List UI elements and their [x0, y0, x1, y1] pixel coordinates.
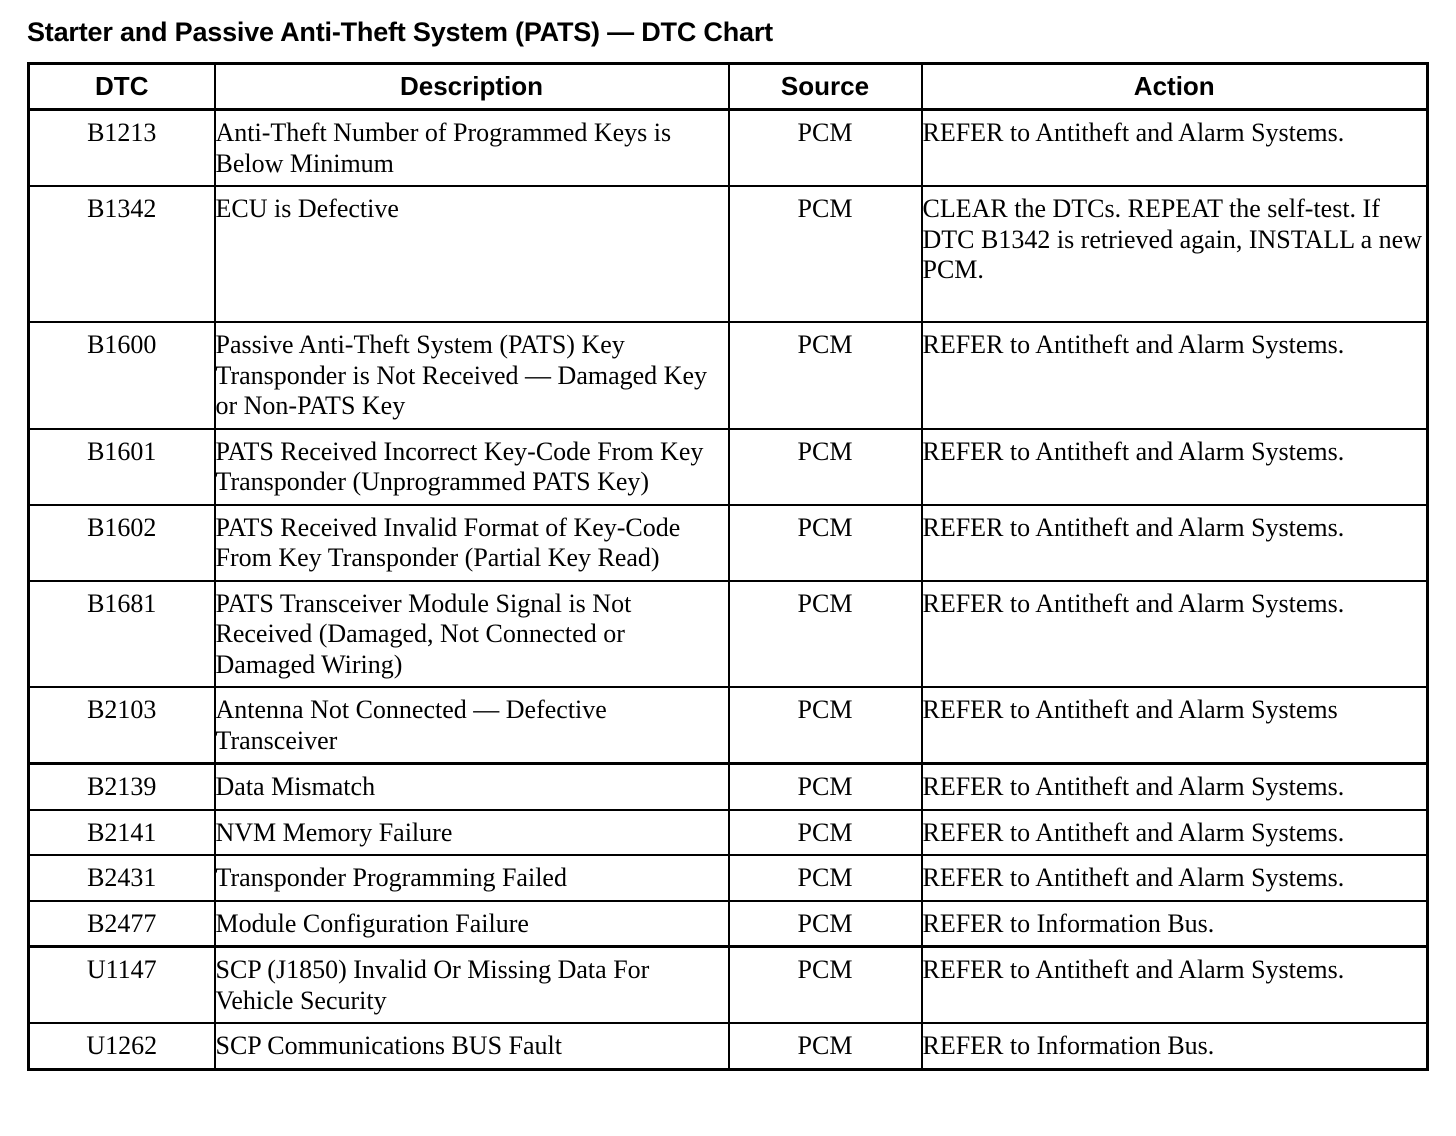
dtc-source: PCM	[729, 322, 922, 429]
dtc-action: REFER to Antitheft and Alarm Systems.	[922, 429, 1428, 505]
dtc-source: PCM	[729, 581, 922, 688]
dtc-code: B1600	[29, 322, 215, 429]
dtc-action: REFER to Antitheft and Alarm Systems	[922, 687, 1428, 764]
dtc-chart-table	[27, 62, 1429, 1071]
table-row	[29, 1023, 1428, 1069]
dtc-code: B1681	[29, 581, 215, 688]
table-row	[29, 687, 1428, 764]
dtc-code: B2139	[29, 764, 215, 810]
dtc-source: PCM	[729, 947, 922, 1024]
table-header-row	[29, 64, 1428, 110]
dtc-action: REFER to Antitheft and Alarm Systems.	[922, 110, 1428, 187]
dtc-action: REFER to Antitheft and Alarm Systems.	[922, 947, 1428, 1024]
table-row	[29, 429, 1428, 505]
dtc-action: REFER to Antitheft and Alarm Systems.	[922, 764, 1428, 810]
dtc-action: REFER to Antitheft and Alarm Systems.	[922, 855, 1428, 901]
dtc-code: B1602	[29, 505, 215, 581]
header-description: Description	[215, 64, 729, 110]
page-title: Starter and Passive Anti-Theft System (PATS) — DTC Chart	[27, 17, 773, 47]
dtc-action: REFER to Antitheft and Alarm Systems.	[922, 505, 1428, 581]
dtc-description: Module Configuration Failure	[215, 901, 729, 947]
dtc-description: SCP (J1850) Invalid Or Missing Data For Vehicle Security	[215, 947, 729, 1024]
table-row	[29, 810, 1428, 856]
dtc-source: PCM	[729, 505, 922, 581]
dtc-source: PCM	[729, 810, 922, 856]
table-row	[29, 947, 1428, 1024]
dtc-source: PCM	[729, 429, 922, 505]
dtc-description: Anti-Theft Number of Programmed Keys is Below Minimum	[215, 110, 729, 187]
dtc-source: PCM	[729, 901, 922, 947]
dtc-action: REFER to Information Bus.	[922, 901, 1428, 947]
dtc-source: PCM	[729, 855, 922, 901]
dtc-description: Transponder Programming Failed	[215, 855, 729, 901]
dtc-action: REFER to Antitheft and Alarm Systems.	[922, 581, 1428, 688]
dtc-code: B2103	[29, 687, 215, 764]
dtc-action: REFER to Information Bus.	[922, 1023, 1428, 1069]
header-source: Source	[729, 64, 922, 110]
dtc-source: PCM	[729, 764, 922, 810]
dtc-description: PATS Received Invalid Format of Key-Code From Key Transponder (Partial Key Read)	[215, 505, 729, 581]
dtc-description: PATS Transceiver Module Signal is Not Received (Damaged, Not Connected or Damaged Wiring)	[215, 581, 729, 688]
dtc-source: PCM	[729, 110, 922, 187]
dtc-source: PCM	[729, 1023, 922, 1069]
table-row	[29, 901, 1428, 947]
dtc-code: B1601	[29, 429, 215, 505]
table-row	[29, 110, 1428, 187]
dtc-action: CLEAR the DTCs. REPEAT the self-test. If DTC B1342 is retrieved again, INSTALL a new PCM.	[922, 186, 1428, 322]
table-row	[29, 186, 1428, 322]
dtc-description: NVM Memory Failure	[215, 810, 729, 856]
header-action: Action	[922, 64, 1428, 110]
dtc-description: Data Mismatch	[215, 764, 729, 810]
dtc-code: B2431	[29, 855, 215, 901]
dtc-action: REFER to Antitheft and Alarm Systems.	[922, 322, 1428, 429]
dtc-source: PCM	[729, 687, 922, 764]
header-dtc: DTC	[29, 64, 215, 110]
dtc-code: B1342	[29, 186, 215, 322]
dtc-code: B1213	[29, 110, 215, 187]
dtc-description: SCP Communications BUS Fault	[215, 1023, 729, 1069]
dtc-description: Antenna Not Connected — Defective Transceiver	[215, 687, 729, 764]
table-row	[29, 581, 1428, 688]
dtc-description: Passive Anti-Theft System (PATS) Key Transponder is Not Received — Damaged Key or Non-PATS Key	[215, 322, 729, 429]
dtc-code: B2141	[29, 810, 215, 856]
dtc-source: PCM	[729, 186, 922, 322]
table-row	[29, 505, 1428, 581]
dtc-action: REFER to Antitheft and Alarm Systems.	[922, 810, 1428, 856]
dtc-description: ECU is Defective	[215, 186, 729, 322]
dtc-code: U1262	[29, 1023, 215, 1069]
table-row	[29, 322, 1428, 429]
table-row	[29, 855, 1428, 901]
dtc-description: PATS Received Incorrect Key-Code From Key Transponder (Unprogrammed PATS Key)	[215, 429, 729, 505]
dtc-code: U1147	[29, 947, 215, 1024]
table-row	[29, 764, 1428, 810]
dtc-code: B2477	[29, 901, 215, 947]
